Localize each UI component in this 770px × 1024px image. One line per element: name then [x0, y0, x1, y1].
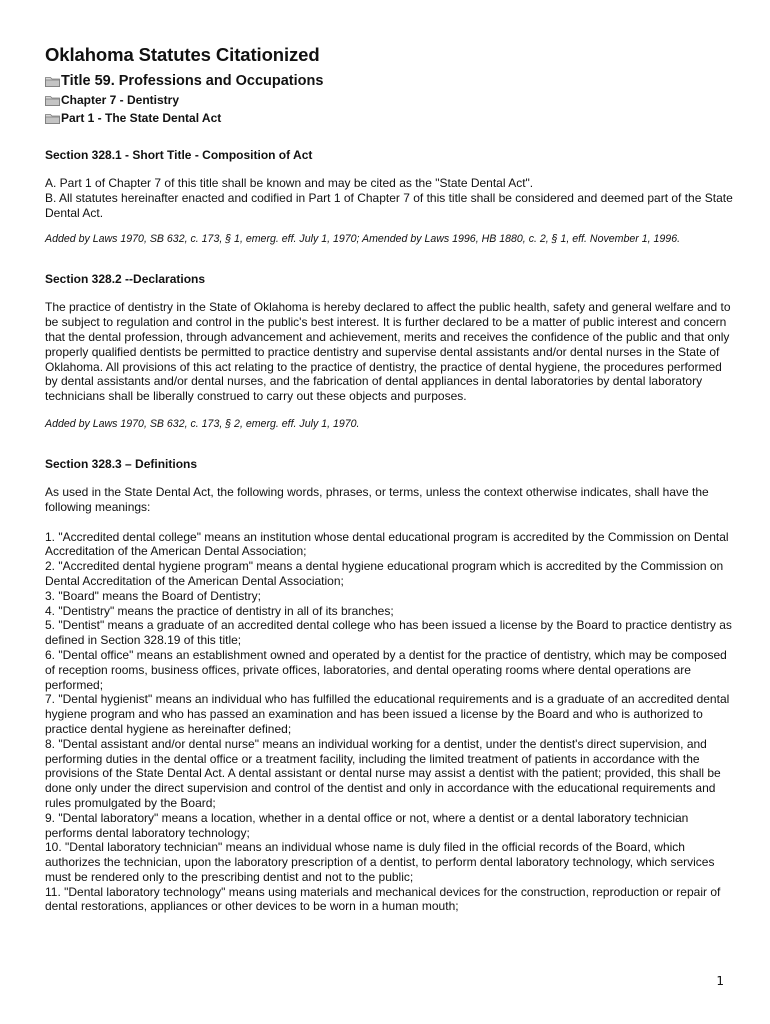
section-328-3: [45, 457, 735, 914]
list-item: 10. "Dental laboratory technician" means an individual whose name is duly filed in the official records of the Board, which authorizes the technician, upon the laboratory prescription of a dentist, to perform dental laboratory technology, which services must be rendered only to the prescribing dentist and not to the public;: [45, 840, 715, 884]
section-heading: Section 328.2 --Declarations: [45, 272, 206, 287]
list-item: 6. "Dental office" means an establishment owned and operated by a dentist for the practice of dentistry, which may be composed of reception rooms, business offices, private offices, laboratories, and dental operating rooms where dental operations are performed;: [45, 647, 727, 692]
list-item: 4. "Dentistry" means the practice of dentistry in all of its branches;: [45, 603, 394, 618]
breadcrumb-chapter-label: Chapter 7 - Dentistry: [61, 93, 180, 107]
list-item: 11. "Dental laboratory technology" means using materials and mechanical devices for the construction, reproduction or repair of dental restorations, appliances or other devices to be worn in a human mouth;: [45, 884, 721, 914]
breadcrumb-part-label: Part 1 - The State Dental Act: [61, 111, 222, 125]
list-item: 8. "Dental assistant and/or dental nurse" means an individual working for a dentist, under the dentist's direct supervision, and performing duties in the dental office or a treatment facility, including the limited treatment of patients in accordance with the provisions of the State Dental Act. A dental assistant or dental nurse may assist a dentist with the patient; provided, this shall be done only under the direct supervision and control of the dentist and only in accordance with the educational requirements and rules promulgated by the Board;: [45, 736, 721, 810]
paragraph: As used in the State Dental Act, the following words, phrases, or terms, unless the context otherwise indicates, shall have the following meanings:: [45, 484, 709, 514]
citation: Added by Laws 1970, SB 632, c. 173, § 1, emerg. eff. July 1, 1970; Amended by Laws 1996, HB 1880, c. 2, § 1, eff. November 1, 1996.: [45, 233, 681, 246]
folder-icon: [45, 94, 60, 106]
list-item: 7. "Dental hygienist" means an individual who has fulfilled the educational requirements and is a graduate of an accredited dental hygiene program and who has passed an examination and has been issued a license by the Board and who is authorized to practice dental hygiene as hereinafter defined;: [45, 692, 730, 736]
breadcrumb-title[interactable]: [45, 70, 735, 91]
document-page: [45, 44, 735, 914]
folder-icon: [45, 75, 60, 87]
definition-list: [45, 530, 735, 915]
section-heading: Section 328.3 – Definitions: [45, 456, 198, 471]
breadcrumb-chapter[interactable]: [45, 91, 735, 109]
list-item: 9. "Dental laboratory" means a location, whether in a dental office or not, where a dentist or a dental laboratory technician performs dental laboratory technology;: [45, 810, 689, 840]
page-number: 1: [716, 974, 724, 988]
list-item: 5. "Dentist" means a graduate of an accredited dental college who has been issued a license by the Board to practice dentistry as defined in Section 328.19 of this title;: [45, 618, 732, 648]
list-item: 1. "Accredited dental college" means an institution whose dental educational program is accredited by the Commission on Dental Accreditation of the American Dental Association;: [45, 529, 729, 559]
section-328-1: [45, 148, 735, 246]
paragraph: A. Part 1 of Chapter 7 of this title shall be known and may be cited as the "State Dental Act".: [45, 176, 534, 190]
paragraph: B. All statutes hereinafter enacted and codified in Part 1 of Chapter 7 of this title shall be considered and deemed part of the State Dental Act.: [45, 190, 733, 220]
paragraph: The practice of dentistry in the State of Oklahoma is hereby declared to affect the public health, safety and general welfare and to be subject to regulation and control in the public's best interest. It is further declared to be a matter of public interest and concern that the dental profession, through advancement and achievement, merits and receives the confidence of the public and that only properly qualified dentists be permitted to practice dentistry and supervise dental assistants and/or dental nurses in the State of Oklahoma. All provisions of this act relating to the practice of dentistry, the practice of dental hygiene, the procedures performed by dental assistants and/or dental nurses, and the fabrication of dental appliances in dental laboratories by dental laboratory technicians shall be liberally construed to carry out these objects and purposes.: [45, 300, 731, 404]
breadcrumb-part[interactable]: [45, 109, 735, 127]
breadcrumb-title-label: Title 59. Professions and Occupations: [61, 72, 324, 89]
list-item: 3. "Board" means the Board of Dentistry;: [45, 588, 261, 603]
citation: Added by Laws 1970, SB 632, c. 173, § 2, emerg. eff. July 1, 1970.: [45, 417, 360, 430]
document-title: Oklahoma Statutes Citationized: [45, 44, 320, 65]
folder-icon: [45, 112, 60, 124]
section-heading: Section 328.1 - Short Title - Composition of Act: [45, 148, 313, 162]
section-328-2: [45, 272, 735, 431]
list-item: 2. "Accredited dental hygiene program" means a dental hygiene educational program which is accredited by the Commission on Dental Accreditation of the American Dental Association;: [45, 559, 724, 588]
